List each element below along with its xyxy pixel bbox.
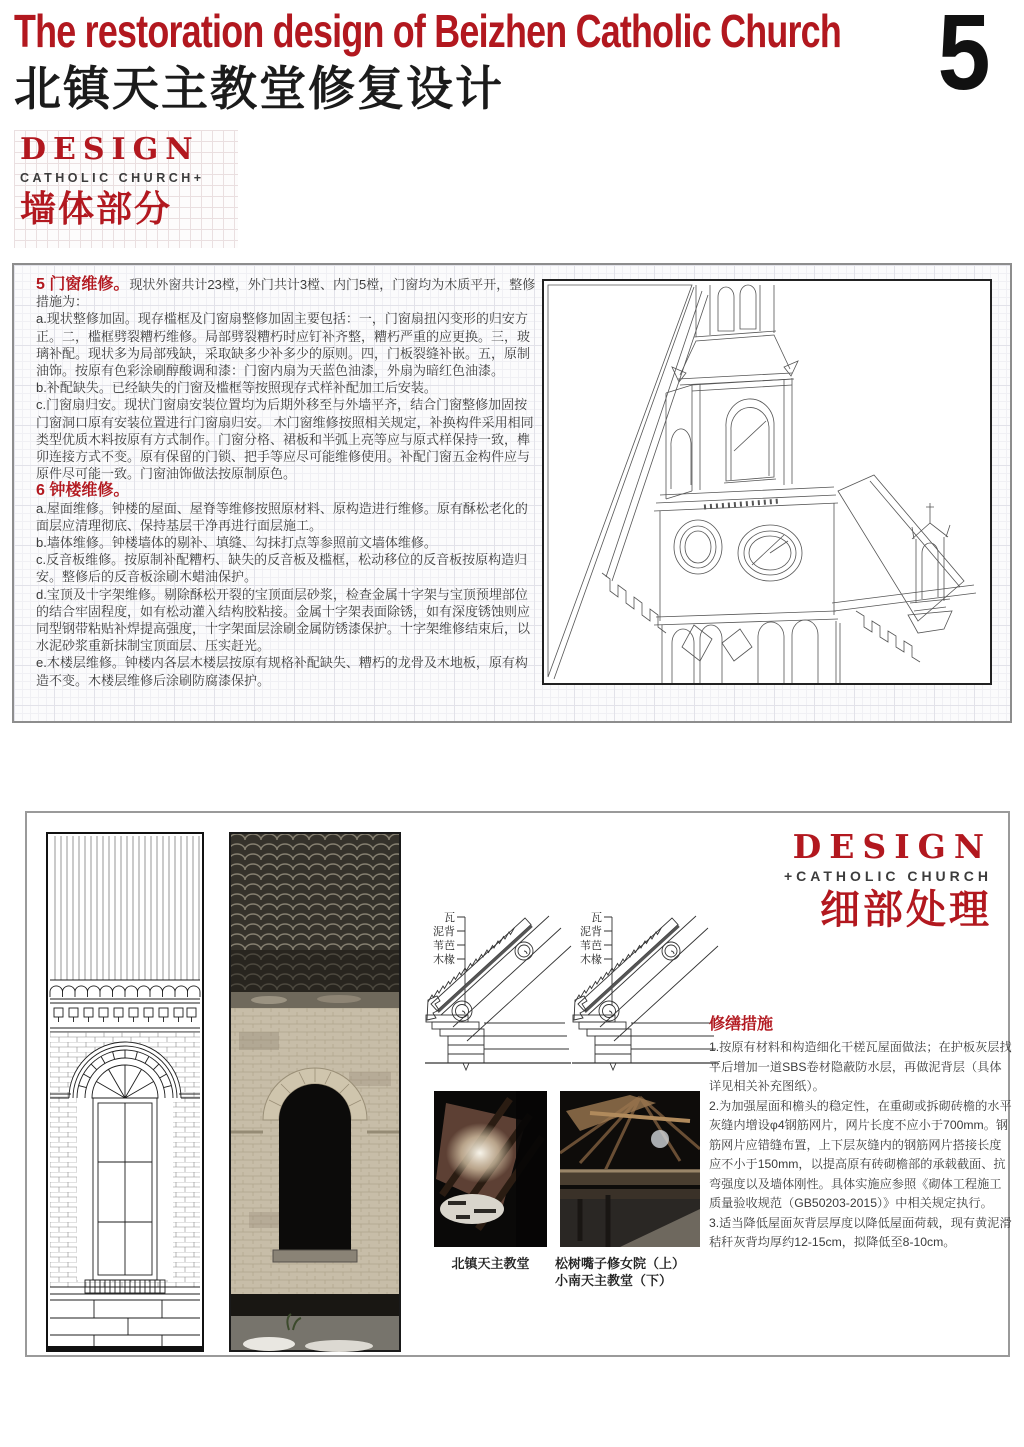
detail-section-title: 细部处理 (820, 888, 992, 932)
wall-section-title: 墙体部分 (20, 188, 173, 229)
attic-photo-beizhen (434, 1091, 547, 1247)
roof-eave-detail-drawing-1 (425, 905, 573, 1077)
page-number: 5 (937, 0, 991, 112)
item5-paragraph-b: b.补配缺失。已经缺失的门窗及槛框等按照现存式样补配加工后安装。 (36, 380, 437, 396)
detail-section-panel (25, 811, 1010, 1357)
detail-section-logo (783, 827, 992, 932)
item6-paragraph-a: a.屋面维修。钟楼的屋面、屋脊等维修按照原材料、原构造进行维修。原有酥松老化的面层应清理彻底、保持基层干净再进行面层施工。 (36, 500, 528, 533)
poster-title-chinese: 北镇天主教堂修复设计 (14, 62, 504, 115)
brick-wall-photo (229, 832, 401, 1352)
item6-paragraph-d: d.宝顶及十字架维修。剔除酥松开裂的宝顶面层砂浆，检查金属十字架与宝顶预埋部位的结合牢固程度，如有松动灌入结构胶粘接。金属十字架表面除锈，如有深度锈蚀则应同型钢带粘贴补焊提高强度，十字架面层涂刷金属防锈漆保护。十字架维修结束后，以水泥砂浆重新抹制宝顶面层、压实赶光。 (36, 586, 531, 654)
poster-title-english: The restoration design of Beizhen Catholic Church (14, 5, 841, 57)
label-reed-mat: 苇芭 (433, 940, 455, 952)
wall-section-panel (12, 263, 1012, 723)
caption-convent-line2: 小南天主教堂（下） (555, 1273, 673, 1288)
caption-convent-line1: 松树嘴子修女院（上） (555, 1256, 686, 1271)
item5-paragraph-a: a.现状整修加固。现存槛框及门窗扇整修加固主要包括：一，门窗扇扭闪变形的归安方正。二，槛框劈裂糟朽维修。局部劈裂糟朽时应钉补齐整，糟朽严重的应更换。三，玻璃补配。现状多为局部残缺，采取缺多少补多少的原则。四，门板裂缝补嵌。五，原制油饰。按原有色彩涂刷醇酸调和漆：门窗内扇为天蓝色油漆，外扇为暗红色油漆。 (36, 311, 531, 379)
label-rafter: 木椽 (580, 954, 602, 966)
item5-heading: 5 门窗维修。 (36, 276, 130, 293)
repair-measures-heading: 修缮措施 (709, 1016, 774, 1033)
label-tile: 瓦 (591, 912, 602, 924)
label-rafter: 木椽 (433, 954, 455, 966)
logo-design-text: DESIGN (20, 132, 200, 167)
attic-photo-convent (560, 1091, 700, 1247)
wall-section-logo (14, 130, 238, 248)
belltower-drawing-svg (544, 281, 990, 683)
item5-intro-paragraph: 5 门窗维修。现状外窗共计23樘，外门共计3樘、内门5樘，门窗均为木质平开，整修措施为： (36, 276, 536, 310)
repair-measures (709, 1011, 1013, 1253)
item6-paragraph-b: b.墙体维修。钟楼墙体的剔补、填缝、勾抹打点等参照前文墙体维修。 (36, 535, 437, 551)
wall-elevation-drawing (46, 832, 204, 1352)
logo-church-text: +CATHOLIC CHURCH (783, 868, 992, 884)
label-mud-back: 泥背 (433, 926, 455, 938)
logo-design-text: DESIGN (792, 827, 992, 866)
label-mud-back: 泥背 (580, 926, 602, 938)
roof-eave-detail-drawing-2 (572, 905, 720, 1077)
caption-convent-church (555, 1255, 735, 1289)
belltower-axonometric-drawing (542, 279, 992, 685)
measure-3: 3.适当降低屋面灰背层厚度以降低屋面荷载，现有黄泥滑秸秆灰背均厚约12-15cm，拟降低至8-10cm。 (709, 1215, 1012, 1249)
caption-beizhen-church: 北镇天主教堂 (451, 1256, 530, 1271)
logo-church-text: CATHOLIC CHURCH+ (20, 171, 205, 185)
measure-2: 2.为加强屋面和檐头的稳定性，在重砌或拆砌砖檐的水平灰缝内增设φ4钢筋网片，网片长度不应小于700mm。钢筋网片应错缝布置，上下层灰缝内的钢筋网片搭接长度应不小于150mm，以提高原有砖砌檐部的承载截面、抗弯强度以及墙体刚性。具体实施应参照《砌体工程施工质量验收规范（GB50203-2015）》中相关规定执行。 (709, 1098, 1012, 1210)
item6-heading: 6 钟楼维修。 (36, 482, 130, 500)
label-tile: 瓦 (444, 912, 455, 924)
item5-paragraph-c: c.门窗扇归安。现状门窗扇安装位置均为后期外移至与外墙平齐，结合门窗整修加固按门窗洞口原有安装位置进行门窗扇归安。 木门窗维修按照相关规定，补换构件采用相同类型优质木料按原有方式制作。门窗分格、裙板和半弧上亮等应与原式样保持一致，榫卯连接方式不变。原有保留的门锁、把手等应尽可能维修使用。补配门窗五金构件应与原件尽可能一致。门窗油饰做法按原制原色。 (36, 397, 534, 482)
wall-section-text (36, 276, 540, 689)
measure-1: 1.按原有材料和构造细化干槎瓦屋面做法；在护板灰层找平后增加一道SBS卷材隐蔽防水层，再做泥背层（具体详见相关补充图纸）。 (709, 1040, 1012, 1093)
item6-paragraph-c: c.反音板维修。按原制补配糟朽、缺失的反音板及槛框，松动移位的反音板按原构造归安。整修后的反音板涂刷木蜡油保护。 (36, 552, 528, 585)
label-reed-mat: 苇芭 (580, 940, 602, 952)
item6-paragraph-e: e.木楼层维修。钟楼内各层木楼层按原有规格补配缺失、糟朽的龙骨及木地板，原有构造不变。木楼层维修后涂刷防腐漆保护。 (36, 655, 528, 688)
